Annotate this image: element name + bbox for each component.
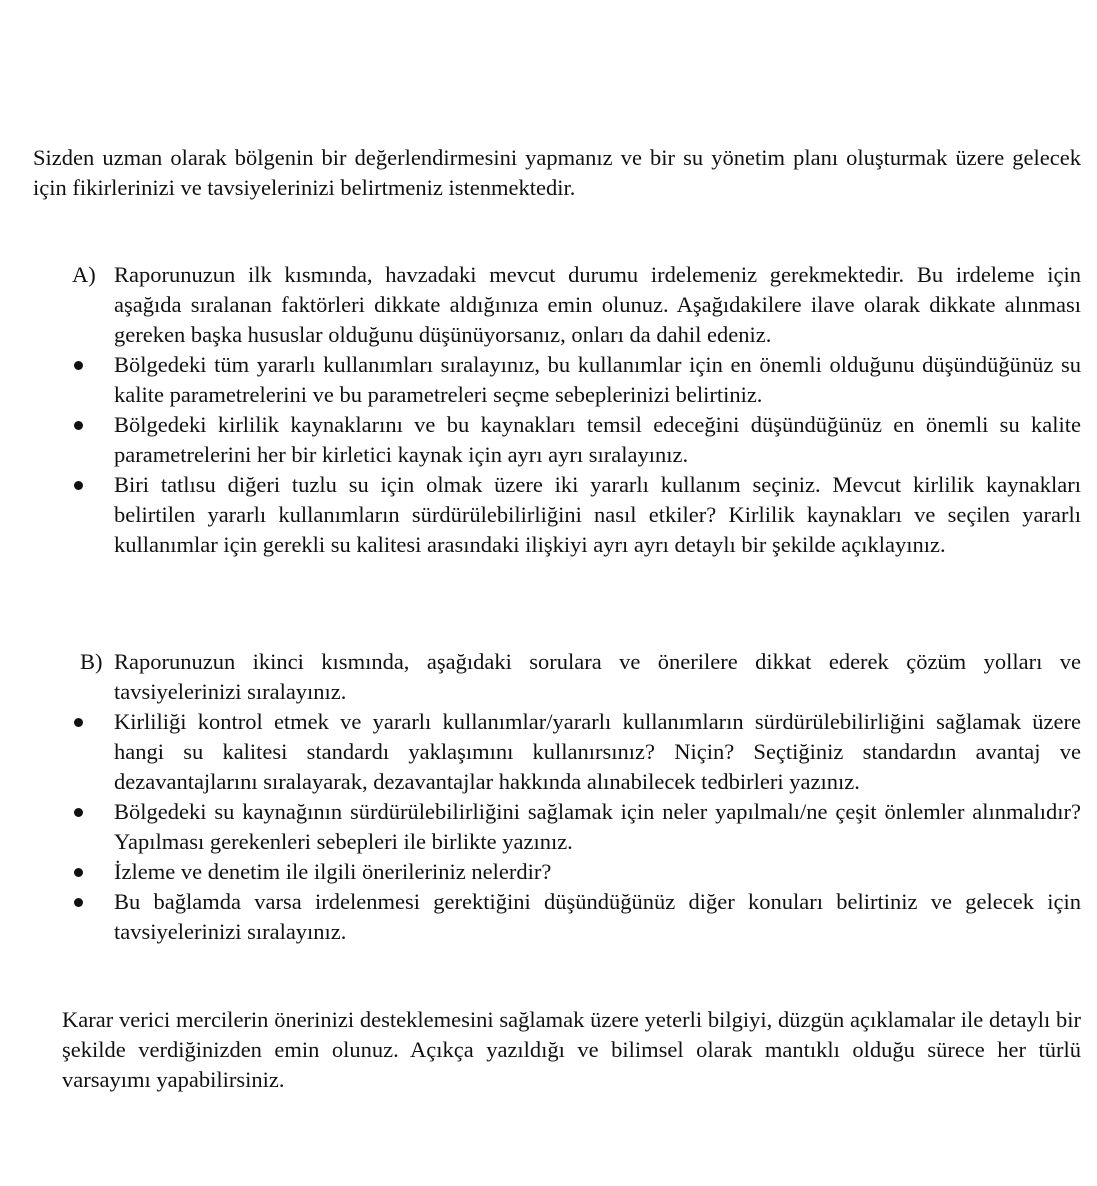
bullet-text: Bölgedeki tüm yararlı kullanımları sıralayınız, bu kullanımlar için en önemli olduğunu düşündüğünüz su kalite parametrelerini ve bu parametreleri seçme sebeplerinizi belirtiniz. [114,352,1081,407]
section-b [80,647,1081,947]
bullet-icon [72,857,114,887]
list-item [72,410,1081,470]
bullet-icon [72,470,114,560]
section-a [72,260,1081,560]
bullet-text: Bu bağlamda varsa irdelenmesi gerektiğini düşündüğünüz diğer konuları belirtiniz ve gelecek için tavsiyelerinizi sıralayınız. [114,889,1081,944]
list-item [80,707,1081,797]
bullet-icon [72,887,114,947]
section-b-letter: B) [80,649,103,674]
bullet-text: Kirliliği kontrol etmek ve yararlı kullanımlar/yararlı kullanımların sürdürülebilirliğini sağlamak üzere hangi su kalitesi standardı yaklaşımını kullanırsınız? Niçin? Seçtiğiniz standardın avantaj ve dezavantajlarını sıralayarak, dezavantajlar hakkında alınabilecek tedbirleri yazınız. [114,709,1081,794]
list-item [80,797,1081,857]
bullet-icon [72,797,114,857]
section-a-heading [72,260,1081,350]
bullet-text: Biri tatlısu diğeri tuzlu su için olmak üzere iki yararlı kullanım seçiniz. Mevcut kirlilik kaynakları belirtilen yararlı kullanımların sürdürülebilirliğini nasıl etkiler? Kirlilik kaynakları ve seçilen yararlı kullanımlar için gerekli su kalitesi arasındaki ilişkiyi ayrı ayrı detaylı bir şekilde açıklayınız. [114,472,1081,557]
section-a-text: Raporunuzun ilk kısmında, havzadaki mevcut durumu irdelemeniz gerekmektedir. Bu irdeleme için aşağıda sıralanan faktörleri dikkate aldığınıza emin olunuz. Aşağıdakilere ilave olarak dikkate alınması gereken başka hususlar olduğunu düşünüyorsanız, onları da dahil edeniz. [114,262,1081,347]
list-item [72,350,1081,410]
bullet-icon [72,350,114,410]
intro-paragraph: Sizden uzman olarak bölgenin bir değerlendirmesini yapmanız ve bir su yönetim planı oluşturmak üzere gelecek için fikirlerinizi ve tavsiyelerinizi belirtmeniz istenmektedir. [33,145,1081,200]
section-b-heading [80,647,1081,707]
bullet-text: İzleme ve denetim ile ilgili önerileriniz nelerdir? [114,859,552,884]
list-item [80,887,1081,947]
bullet-icon [72,707,114,797]
bullet-icon [72,410,114,470]
bullet-text: Bölgedeki su kaynağının sürdürülebilirliğini sağlamak için neler yapılmalı/ne çeşit önlemler alınmalıdır? Yapılması gerekenleri sebepleri ile birlikte yazınız. [114,799,1081,854]
section-a-bullet-list [72,350,1081,560]
list-item [72,470,1081,560]
section-a-letter: A) [72,262,96,287]
bullet-text: Bölgedeki kirlilik kaynaklarını ve bu kaynakları temsil edeceğini düşündüğünüz en önemli su kalite parametrelerini her bir kirletici kaynak için ayrı ayrı sıralayınız. [114,412,1081,467]
list-item [80,857,1081,887]
section-b-text: Raporunuzun ikinci kısmında, aşağıdaki sorulara ve önerilere dikkat ederek çözüm yolları ve tavsiyelerinizi sıralayınız. [114,649,1081,704]
closing-paragraph: Karar verici mercilerin önerinizi desteklemesini sağlamak üzere yeterli bilgiyi, düzgün açıklamalar ile detaylı bir şekilde verdiğinizden emin olunuz. Açıkça yazıldığı ve bilimsel olarak mantıklı olduğu sürece her türlü varsayımı yapabilirsiniz. [62,1007,1081,1092]
section-b-bullet-list [80,707,1081,947]
